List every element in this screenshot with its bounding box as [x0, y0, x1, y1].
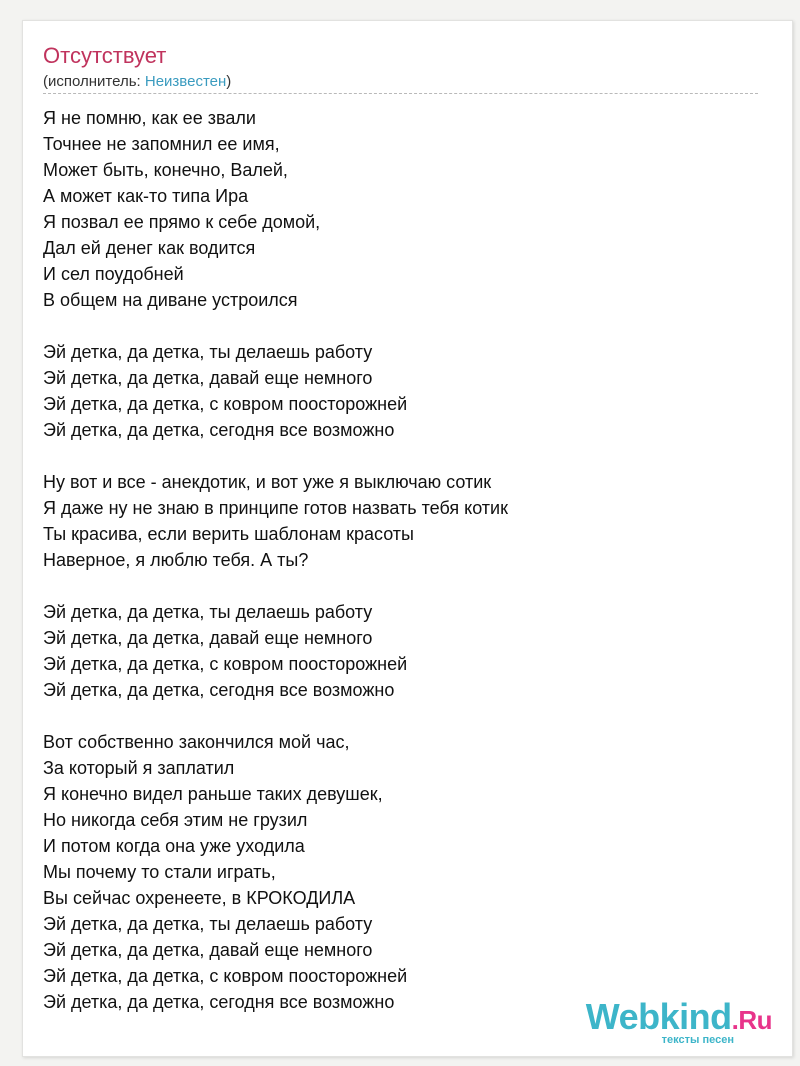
artist-prefix: (исполнитель: — [43, 73, 145, 90]
stanza-gap — [43, 703, 508, 729]
lyric-line: Вот собственно закончился мой час, — [43, 732, 350, 752]
lyric-line: Эй детка, да детка, с ковром поосторожней — [43, 654, 408, 674]
artist-line — [43, 72, 231, 92]
artist-link[interactable]: Неизвестен — [144, 73, 227, 90]
lyric-line: Эй детка, да детка, ты делаешь работу — [43, 342, 373, 362]
lyric-line: Эй детка, да детка, с ковром поосторожней — [43, 966, 408, 986]
lyric-line: И потом когда она уже уходила — [43, 836, 305, 856]
title-divider — [43, 93, 758, 94]
lyrics-page — [22, 20, 793, 1057]
lyric-line: Наверное, я люблю тебя. А ты? — [43, 550, 309, 570]
lyric-line: Я конечно видел раньше таких девушек, — [43, 784, 383, 804]
stanza-gap — [43, 443, 508, 469]
lyric-line: Мы почему то стали играть, — [43, 862, 276, 882]
lyric-line: Эй детка, да детка, давай еще немного — [43, 940, 373, 960]
lyric-line: Но никогда себя этим не грузил — [43, 810, 308, 830]
lyric-line: Ну вот и все - анекдотик, и вот уже я выключаю сотик — [43, 472, 492, 492]
lyric-line: Эй детка, да детка, с ковром поосторожней — [43, 394, 408, 414]
artist-suffix: ) — [226, 73, 232, 90]
stanza-gap — [43, 313, 508, 339]
lyric-line: Я даже ну не знаю в принципе готов назвать тебя котик — [43, 498, 508, 518]
lyric-line: Дал ей денег как водится — [43, 238, 256, 258]
lyrics-body — [43, 105, 508, 1015]
lyric-line: Эй детка, да детка, сегодня все возможно — [43, 992, 395, 1012]
site-logo[interactable] — [585, 996, 772, 1046]
lyric-line: А может как-то типа Ира — [43, 186, 249, 206]
lyric-line: За который я заплатил — [43, 758, 235, 778]
lyric-line: Я позвал ее прямо к себе домой, — [43, 212, 321, 232]
song-title: Отсутствует — [43, 43, 167, 68]
lyric-line: Эй детка, да детка, ты делаешь работу — [43, 914, 373, 934]
logo-tagline: тексты песен — [661, 1034, 734, 1046]
lyric-line: Эй детка, да детка, сегодня все возможно — [43, 420, 395, 440]
logo-name: Webkind — [585, 996, 732, 1037]
stanza-gap — [43, 573, 508, 599]
lyric-line: Эй детка, да детка, сегодня все возможно — [43, 680, 395, 700]
lyric-line: Эй детка, да детка, давай еще немного — [43, 368, 373, 388]
lyric-line: Вы сейчас охренеете, в КРОКОДИЛА — [43, 888, 356, 908]
lyric-line: И сел поудобней — [43, 264, 184, 284]
logo-tld: .Ru — [731, 1005, 772, 1035]
lyric-line: Может быть, конечно, Валей, — [43, 160, 288, 180]
lyric-line: В общем на диване устроился — [43, 290, 298, 310]
lyric-line: Эй детка, да детка, давай еще немного — [43, 628, 373, 648]
lyric-line: Я не помню, как ее звали — [43, 108, 256, 128]
lyric-line: Точнее не запомнил ее имя, — [43, 134, 280, 154]
logo-wordmark — [585, 996, 772, 1038]
lyric-line: Эй детка, да детка, ты делаешь работу — [43, 602, 373, 622]
lyric-line: Ты красива, если верить шаблонам красоты — [43, 524, 414, 544]
